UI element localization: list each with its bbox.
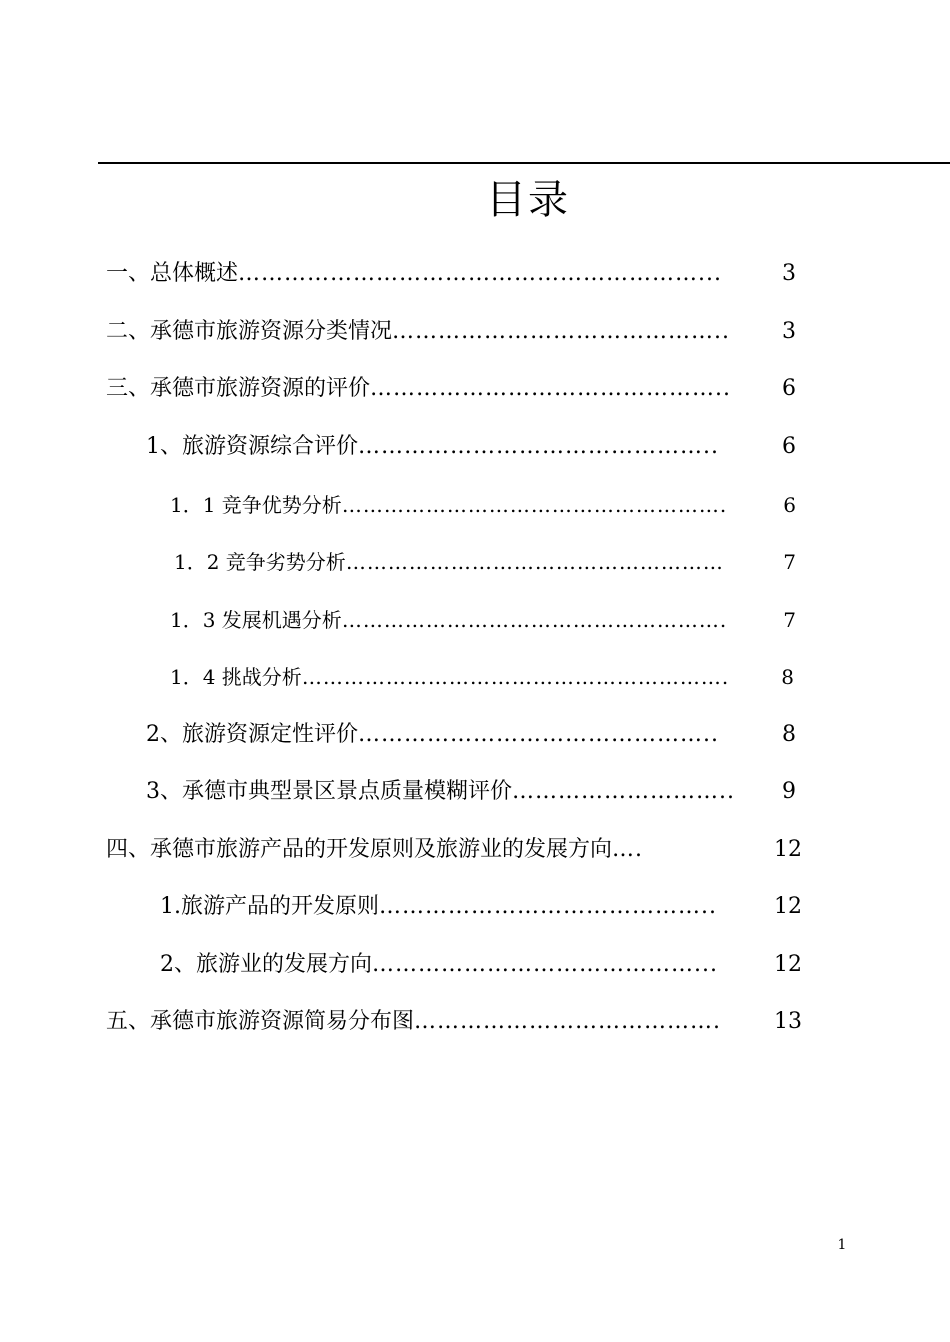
toc-entry-label: 一、总体概述 <box>106 261 239 286</box>
toc-entry-page: 7 <box>783 550 796 574</box>
toc-entry-page: 3 <box>782 261 796 286</box>
toc-entry[interactable] <box>170 602 796 638</box>
toc-entry-page: 12 <box>774 837 802 862</box>
toc-entry-leader: ………………………………………………. <box>341 608 728 632</box>
toc-entry[interactable] <box>170 659 794 695</box>
toc-entry-leader: …………………………………….. <box>392 319 731 344</box>
toc-entry-label: 1．4 挑战分析 <box>170 665 302 689</box>
toc-entry-leader: ……………………………………... <box>372 952 718 977</box>
toc-entry-page: 9 <box>782 779 796 804</box>
toc-entry-leader: ……………………………………………………... <box>238 261 722 286</box>
toc-entry-page: 6 <box>783 493 796 517</box>
toc-entry-label: 五、承德市旅游资源简易分布图 <box>106 1009 415 1034</box>
toc-entry-label: 3、承德市典型景区景点质量模糊评价 <box>146 779 512 804</box>
toc-entry-page: 8 <box>781 665 794 689</box>
toc-entry-leader: ……………………………………….. <box>358 434 719 459</box>
toc-entry-page: 6 <box>782 376 796 401</box>
toc-entry-leader: ……………………………………….. <box>370 376 732 401</box>
toc-entry[interactable] <box>146 429 796 465</box>
page-title: 目录 <box>486 177 570 223</box>
toc-entry-leader: ……………………………………………… <box>345 550 724 574</box>
toc-entry-leader: ……………………………………….. <box>358 722 719 747</box>
toc-entry-leader: ……………………………………………………. <box>301 665 730 689</box>
toc-entry[interactable] <box>146 774 796 810</box>
toc-entry[interactable] <box>106 832 802 868</box>
toc-entry[interactable] <box>160 889 802 925</box>
toc-entry[interactable] <box>106 314 796 350</box>
toc-entry-page: 8 <box>782 722 796 747</box>
toc-entry-label: 2、旅游业的发展方向 <box>160 952 372 977</box>
toc-entry-label: 1．1 竞争优势分析 <box>170 493 342 517</box>
toc-entry-leader: …………………………………. <box>414 1009 722 1034</box>
toc-entry-label: 二、承德市旅游资源分类情况 <box>106 319 393 344</box>
toc-entry-page: 12 <box>774 952 802 977</box>
toc-entry-page: 12 <box>774 894 802 919</box>
toc-entry[interactable] <box>106 256 796 292</box>
toc-entry-label: 2、旅游资源定性评价 <box>146 722 358 747</box>
toc-entry-label: 1．2 竞争劣势分析 <box>174 550 346 574</box>
toc-entry[interactable] <box>160 947 802 983</box>
toc-entry-label: 1.旅游产品的开发原则 <box>160 894 379 919</box>
toc-entry-page: 7 <box>783 608 796 632</box>
toc-entry-label: 1．3 发展机遇分析 <box>170 608 342 632</box>
toc-entry-leader: ………………………………………………. <box>341 493 728 517</box>
toc-entry[interactable] <box>146 717 796 753</box>
toc-entry-leader: ……………………….. <box>512 779 735 804</box>
toc-entry-page: 6 <box>782 434 796 459</box>
toc-entry-page: 3 <box>782 319 796 344</box>
toc-entry[interactable] <box>174 544 796 580</box>
toc-entry-label: 四、承德市旅游产品的开发原则及旅游业的发展方向 <box>106 837 613 862</box>
toc-entry-label: 三、承德市旅游资源的评价 <box>106 376 371 401</box>
toc-entry[interactable] <box>106 371 796 407</box>
toc-entry-leader: …. <box>612 837 644 862</box>
page-number: 1 <box>837 1237 847 1253</box>
toc-entry[interactable] <box>170 487 796 523</box>
toc-entry-leader: …………………………………….. <box>379 894 717 919</box>
toc-entry-page: 13 <box>774 1009 802 1034</box>
toc-entry-label: 1、旅游资源综合评价 <box>146 434 358 459</box>
toc-entry[interactable] <box>106 1004 802 1040</box>
